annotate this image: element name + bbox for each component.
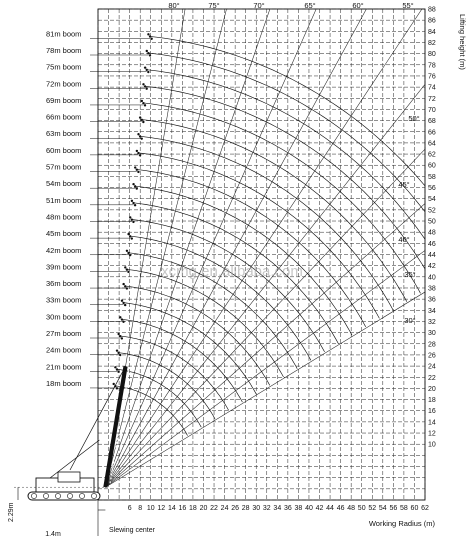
y-tick-label: 80 — [428, 51, 436, 59]
boom-tip-mark — [139, 135, 141, 137]
y-tick-label: 86 — [428, 17, 436, 25]
boom-tip-mark — [134, 166, 136, 168]
x-tick-label: 48 — [347, 505, 356, 512]
boom-tip-mark — [116, 387, 118, 389]
y-tick-label: 28 — [428, 341, 436, 349]
boom-tip-mark — [126, 287, 128, 289]
boom-label: 81m boom — [46, 29, 82, 39]
x-tick-label: 14 — [167, 505, 176, 512]
boom-tip-mark — [124, 285, 126, 287]
angle-ray — [105, 0, 474, 487]
boom-label: 66m boom — [46, 112, 82, 122]
y-tick-label: 50 — [428, 218, 436, 226]
y-tick-label: 42 — [428, 263, 436, 271]
boom-tip-mark — [117, 333, 119, 335]
boom-tip-mark — [139, 154, 141, 156]
boom-tip-mark — [119, 354, 121, 356]
y-tick-label: 68 — [428, 118, 436, 126]
y-tick-label: 62 — [428, 151, 436, 159]
x-tick-label: 62 — [421, 505, 429, 512]
boom-tip-mark — [129, 254, 131, 256]
boom-label: 60m boom — [46, 145, 82, 155]
y-tick-label: 56 — [428, 185, 436, 193]
boom-tip-mark — [142, 121, 144, 123]
angle-label-top: 75° — [208, 1, 220, 10]
x-tick-label: 28 — [241, 505, 250, 512]
x-tick-label: 54 — [378, 505, 387, 512]
boom-tip-mark — [134, 204, 136, 206]
boom-tip-mark — [116, 368, 118, 370]
y-tick-label: 20 — [428, 385, 436, 393]
angle-ray — [105, 0, 474, 487]
boom-tip-mark — [122, 283, 124, 285]
boom-label: 18m boom — [46, 378, 82, 388]
boom-tip-mark — [127, 252, 129, 254]
boom-label: 54m boom — [46, 179, 82, 189]
boom-tip-mark — [127, 233, 129, 235]
boom-tip-mark — [136, 150, 138, 152]
y-tick-label: 82 — [428, 39, 436, 47]
boom-arc — [125, 286, 270, 385]
boom-tip-mark — [121, 318, 123, 320]
x-tick-label: 60 — [410, 505, 419, 512]
angle-ray — [105, 0, 474, 487]
boom-tip-mark — [139, 116, 141, 118]
y-tick-label: 72 — [428, 95, 436, 103]
angle-label-top: 60° — [352, 1, 364, 10]
boom-tip-mark — [141, 119, 143, 121]
boom-tip-mark — [131, 218, 133, 220]
boom-label: 78m boom — [46, 46, 82, 56]
crawler-crane-drawing — [14, 366, 130, 536]
boom-label: 75m boom — [46, 62, 82, 72]
angle-label-right: 45° — [398, 180, 410, 189]
boom-label: 72m boom — [46, 79, 82, 89]
x-tick-label: 58 — [400, 505, 408, 512]
boom-tip-mark — [124, 266, 126, 268]
y-tick-label: 66 — [428, 129, 436, 137]
x-tick-label: 56 — [389, 505, 398, 512]
angle-label-right: 50° — [408, 114, 420, 123]
boom-tip-mark — [146, 69, 148, 71]
boom-tip-mark — [129, 235, 131, 237]
boom-tip-mark — [126, 268, 128, 270]
y-tick-label: 76 — [428, 73, 436, 81]
angle-label-right: 40° — [398, 235, 410, 244]
boom-label: 51m boom — [46, 195, 82, 205]
angle-label-right: 35° — [404, 270, 416, 279]
boom-tip-mark — [141, 100, 143, 102]
y-tick-label: 10 — [428, 441, 436, 449]
y-tick-label: 22 — [428, 374, 436, 382]
boom-tip-mark — [126, 250, 128, 252]
boom-label: 27m boom — [46, 329, 82, 339]
y-tick-label: 74 — [428, 84, 436, 92]
y-tick-label: 60 — [428, 162, 436, 170]
boom-tip-mark — [113, 383, 115, 385]
boom-label: 21m boom — [46, 362, 82, 372]
x-tick-label: 34 — [273, 505, 282, 512]
boom-tip-mark — [131, 237, 133, 239]
y-tick-label: 52 — [428, 207, 436, 215]
boom-tip-mark — [127, 271, 129, 273]
x-tick-label: 16 — [178, 505, 187, 512]
angle-ray — [105, 0, 474, 487]
y-tick-label: 30 — [428, 330, 436, 338]
x-tick-label: 6 — [127, 505, 132, 512]
boom-tip-mark — [136, 187, 138, 189]
boom-tip-mark — [147, 71, 149, 73]
boom-tip-mark — [117, 352, 119, 354]
x-tick-label: 22 — [210, 505, 218, 512]
boom-tip-mark — [121, 300, 123, 302]
angle-ray — [105, 0, 474, 487]
angle-label-top: 70° — [253, 1, 265, 10]
x-tick-label: 8 — [138, 505, 143, 512]
boom-tip-mark — [137, 152, 139, 154]
x-tick-label: 30 — [252, 505, 261, 512]
y-tick-label: 38 — [428, 285, 436, 293]
boom-tip-mark — [149, 54, 151, 56]
boom-label: 36m boom — [46, 279, 82, 289]
boom-label: 63m boom — [46, 129, 82, 139]
boom-label: 39m boom — [46, 262, 82, 272]
boom-tip-mark — [144, 85, 146, 87]
x-tick-label: 40 — [305, 505, 313, 512]
boom-label: 57m boom — [46, 162, 82, 172]
angle-label-top: 55° — [402, 1, 414, 10]
y-tick-label: 88 — [428, 6, 436, 14]
x-tick-label: 10 — [146, 505, 155, 512]
angle-ray — [105, 0, 474, 487]
boom-label: 69m boom — [46, 95, 82, 105]
boom-tip-mark — [142, 102, 144, 104]
boom-angle-lines — [105, 0, 474, 487]
boom-tip-mark — [132, 183, 134, 185]
boom-arc — [124, 303, 257, 394]
y-tick-label: 48 — [428, 229, 436, 237]
y-tick-label: 18 — [428, 397, 436, 405]
y-tick-label: 54 — [428, 196, 436, 204]
boom-tip-mark — [119, 316, 121, 318]
boom-tip-mark — [116, 349, 118, 351]
boom-label: 45m boom — [46, 229, 82, 239]
y-tick-label: 58 — [428, 173, 436, 181]
x-tick-label: 52 — [368, 505, 377, 512]
boom-tip-mark — [124, 304, 126, 306]
boom-tip-mark — [146, 50, 148, 52]
boom-tip-mark — [141, 137, 143, 139]
x-tick-label: 18 — [189, 505, 197, 512]
boom-tip-mark — [119, 335, 121, 337]
boom-label: 24m boom — [46, 345, 82, 355]
x-tick-label: 44 — [326, 505, 334, 512]
x-tick-label: 50 — [357, 505, 366, 512]
y-tick-label: 64 — [428, 140, 436, 148]
y-tick-label: 24 — [428, 363, 436, 371]
x-tick-label: 46 — [336, 505, 345, 512]
boom-tip-mark — [122, 321, 124, 323]
boom-tip-mark — [131, 200, 133, 202]
y-tick-label: 70 — [428, 106, 436, 114]
angle-ray — [105, 0, 474, 487]
boom-tip-mark — [114, 366, 116, 368]
y-tick-label: 84 — [428, 28, 436, 36]
x-tick-label: 24 — [220, 505, 229, 512]
x-tick-label: 42 — [315, 505, 324, 512]
y-tick-label: 26 — [428, 352, 436, 360]
boom-tip-mark — [134, 185, 136, 187]
angle-label-top: 65° — [304, 1, 316, 10]
boom-tip-mark — [122, 302, 124, 304]
x-tick-label: 12 — [157, 505, 166, 512]
y-tick-label: 78 — [428, 62, 436, 70]
boom-tip-mark — [144, 66, 146, 68]
cab — [58, 472, 80, 482]
y-tick-label: 36 — [428, 296, 436, 304]
boom-tip-mark — [121, 337, 123, 339]
y-tick-label: 44 — [428, 252, 436, 259]
angle-label-top: 80° — [168, 1, 180, 10]
boom-tip-mark — [142, 83, 144, 85]
angle-ray — [105, 0, 474, 487]
boom-tip-mark — [136, 169, 138, 171]
x-tick-label: 20 — [199, 505, 208, 512]
y-tick-label: 12 — [428, 430, 436, 438]
y-tick-label: 32 — [428, 318, 436, 326]
x-tick-label: 32 — [262, 505, 271, 512]
boom-tip-mark — [147, 33, 149, 35]
angle-ray — [105, 0, 474, 487]
angle-ray — [105, 0, 474, 487]
y-axis-title: Lifting height (m) — [458, 14, 467, 70]
boom-label: 33m boom — [46, 295, 82, 305]
y-tick-label: 34 — [428, 307, 436, 315]
y-tick-label: 46 — [428, 240, 436, 248]
y-tick-label: 14 — [428, 419, 436, 427]
boom-tip-mark — [129, 216, 131, 218]
watermark: xcmg.en.alibaba.com — [161, 263, 303, 280]
boom-tip-mark — [147, 52, 149, 54]
boom-tip-mark — [149, 35, 151, 37]
x-tick-label: 26 — [231, 505, 240, 512]
boom-tip-mark — [117, 370, 119, 372]
boom-tip-mark — [137, 133, 139, 135]
y-tick-label: 16 — [428, 408, 436, 416]
pivot-offset-label: 1.4m — [45, 531, 61, 538]
boom-tip-mark — [137, 171, 139, 173]
boom-label: 42m boom — [46, 245, 82, 255]
y-tick-label: 40 — [428, 274, 436, 282]
x-axis-title: Working Radius (m) — [368, 519, 435, 528]
boom-label: 48m boom — [46, 212, 82, 222]
slewing-center-label: Slewing center — [109, 527, 155, 534]
x-tick-label: 36 — [283, 505, 292, 512]
crawler-track — [28, 492, 100, 500]
boom-tip-mark — [150, 38, 152, 40]
boom-tip-mark — [144, 104, 146, 106]
boom-label: 30m boom — [46, 312, 82, 322]
boom-tip-mark — [132, 221, 134, 223]
pivot-height-label: 2.29m — [8, 502, 15, 522]
angle-ray — [105, 0, 474, 487]
x-tick-label: 38 — [294, 505, 303, 512]
boom-tip-mark — [132, 202, 134, 204]
boom-tip-mark — [145, 88, 147, 90]
angle-label-right: 30° — [404, 316, 416, 325]
